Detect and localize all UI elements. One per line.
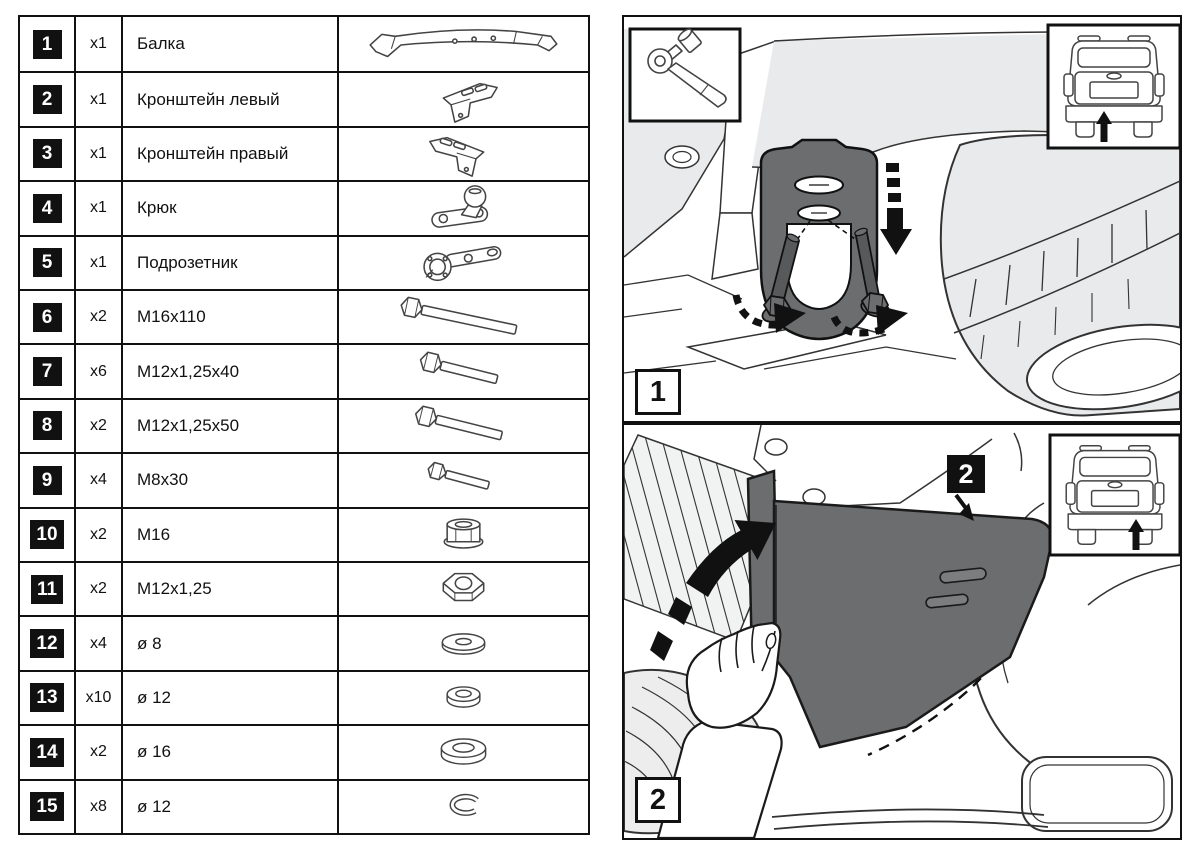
step1-illustration bbox=[624, 17, 1180, 421]
part-qty-cell: x2 bbox=[74, 563, 121, 615]
part-number-badge: 5 bbox=[33, 248, 62, 277]
part-qty-cell: x10 bbox=[74, 672, 121, 724]
car-rear-view-icon bbox=[1066, 446, 1164, 545]
part-number-badge: 15 bbox=[30, 792, 63, 821]
part-illustration-cell bbox=[337, 345, 588, 397]
part-icon-flange-lock-nut bbox=[361, 510, 566, 560]
part-number-badge: 8 bbox=[33, 411, 62, 440]
part-qty-cell: x1 bbox=[74, 73, 121, 125]
part-number-cell bbox=[20, 17, 74, 71]
part-number-badge: 9 bbox=[33, 466, 62, 495]
table-row bbox=[20, 507, 588, 561]
part-qty-cell: x8 bbox=[74, 781, 121, 833]
part-illustration-cell bbox=[337, 781, 588, 833]
part-icon-bolt-long bbox=[361, 292, 566, 342]
table-row bbox=[20, 615, 588, 669]
part-icon-washer-thin bbox=[361, 619, 566, 669]
part-name-cell: Крюк bbox=[121, 182, 337, 234]
part-icon-hex-nut bbox=[361, 564, 566, 614]
part-icon-spring-washer bbox=[361, 782, 566, 832]
part-illustration-cell bbox=[337, 509, 588, 561]
table-row bbox=[20, 398, 588, 452]
part-number-cell bbox=[20, 672, 74, 724]
part-qty-cell: x1 bbox=[74, 237, 121, 289]
part-name-cell: Кронштейн левый bbox=[121, 73, 337, 125]
part-illustration-cell bbox=[337, 73, 588, 125]
step1-label: 1 bbox=[635, 369, 681, 415]
part-qty-cell: x2 bbox=[74, 509, 121, 561]
table-row bbox=[20, 343, 588, 397]
part-qty-cell: x2 bbox=[74, 291, 121, 343]
part-illustration-cell bbox=[337, 237, 588, 289]
table-row bbox=[20, 561, 588, 615]
step2-illustration bbox=[624, 425, 1180, 838]
part-qty-cell: x4 bbox=[74, 454, 121, 506]
part-qty-cell: x6 bbox=[74, 345, 121, 397]
parts-table bbox=[18, 15, 590, 835]
part-illustration-cell bbox=[337, 726, 588, 778]
part-name-cell: Балка bbox=[121, 17, 337, 71]
part-number-cell bbox=[20, 509, 74, 561]
table-row bbox=[20, 452, 588, 506]
part-illustration-cell bbox=[337, 617, 588, 669]
part-illustration-cell bbox=[337, 400, 588, 452]
table-row bbox=[20, 724, 588, 778]
part-number-badge: 13 bbox=[30, 683, 63, 712]
part-illustration-cell bbox=[337, 454, 588, 506]
part-number-cell bbox=[20, 454, 74, 506]
part-number-cell bbox=[20, 726, 74, 778]
part-name-cell: Подрозетник bbox=[121, 237, 337, 289]
part-number-cell bbox=[20, 73, 74, 125]
part-number-badge: 2 bbox=[33, 85, 62, 114]
part-name-cell: ø 16 bbox=[121, 726, 337, 778]
part-icon-bracket-left bbox=[361, 75, 566, 125]
step2-label: 2 bbox=[635, 777, 681, 823]
part-number-cell bbox=[20, 781, 74, 833]
part-illustration-cell bbox=[337, 563, 588, 615]
part-icon-bracket-right bbox=[361, 129, 566, 179]
part-illustration-cell bbox=[337, 291, 588, 343]
bracket-plate bbox=[748, 471, 1052, 747]
part-name-cell: M12x1,25x50 bbox=[121, 400, 337, 452]
part-number-badge: 7 bbox=[33, 357, 62, 386]
part-icon-bolt-medium bbox=[361, 347, 566, 397]
part-number-cell bbox=[20, 617, 74, 669]
part-qty-cell: x1 bbox=[74, 182, 121, 234]
table-row bbox=[20, 670, 588, 724]
part-name-cell: M16x110 bbox=[121, 291, 337, 343]
part-icon-tow-ball bbox=[361, 183, 566, 233]
part-number-cell bbox=[20, 182, 74, 234]
part-name-cell: ø 12 bbox=[121, 781, 337, 833]
part-qty-cell: x1 bbox=[74, 128, 121, 180]
part-name-cell: M16 bbox=[121, 509, 337, 561]
part-icon-bolt-short bbox=[361, 455, 566, 505]
part-number-badge: 6 bbox=[33, 303, 62, 332]
spare-tire bbox=[941, 135, 1180, 421]
part2-callout-badge: 2 bbox=[947, 455, 985, 493]
table-row bbox=[20, 289, 588, 343]
part-number-cell bbox=[20, 128, 74, 180]
part-name-cell: M8x30 bbox=[121, 454, 337, 506]
part-illustration-cell bbox=[337, 672, 588, 724]
part-name-cell: Кронштейн правый bbox=[121, 128, 337, 180]
part-number-badge: 4 bbox=[33, 194, 62, 223]
part-number-cell bbox=[20, 237, 74, 289]
part-illustration-cell bbox=[337, 128, 588, 180]
part-qty-cell: x1 bbox=[74, 17, 121, 71]
part-name-cell: ø 12 bbox=[121, 672, 337, 724]
table-row bbox=[20, 180, 588, 234]
part-number-badge: 10 bbox=[30, 520, 63, 549]
part-qty-cell: x2 bbox=[74, 400, 121, 452]
part-illustration-cell bbox=[337, 17, 588, 71]
down-arrow bbox=[880, 163, 912, 255]
table-row bbox=[20, 71, 588, 125]
part-number-cell bbox=[20, 563, 74, 615]
part-number-badge: 1 bbox=[33, 30, 62, 59]
grommet-hole bbox=[665, 146, 699, 168]
part-number-badge: 14 bbox=[30, 738, 63, 767]
table-row bbox=[20, 779, 588, 833]
car-rear-view-icon bbox=[1064, 36, 1164, 137]
part-icon-washer-large bbox=[361, 727, 566, 777]
part-number-badge: 3 bbox=[33, 139, 62, 168]
part-qty-cell: x4 bbox=[74, 617, 121, 669]
part-number-cell bbox=[20, 291, 74, 343]
part-number-cell bbox=[20, 400, 74, 452]
part-icon-beam bbox=[361, 19, 566, 69]
table-row bbox=[20, 17, 588, 71]
part-name-cell: ø 8 bbox=[121, 617, 337, 669]
step1-panel bbox=[622, 15, 1182, 423]
part-icon-socket-plate bbox=[361, 238, 566, 288]
table-row bbox=[20, 126, 588, 180]
part-icon-bolt-medium-long bbox=[361, 401, 566, 451]
part-qty-cell: x2 bbox=[74, 726, 121, 778]
part-number-badge: 11 bbox=[31, 575, 63, 604]
step2-panel bbox=[622, 423, 1182, 840]
part-number-badge: 12 bbox=[30, 629, 63, 658]
table-row bbox=[20, 235, 588, 289]
part-number-cell bbox=[20, 345, 74, 397]
part-icon-washer-small bbox=[361, 673, 566, 723]
part-name-cell: M12x1,25 bbox=[121, 563, 337, 615]
part-illustration-cell bbox=[337, 182, 588, 234]
part-name-cell: M12x1,25x40 bbox=[121, 345, 337, 397]
